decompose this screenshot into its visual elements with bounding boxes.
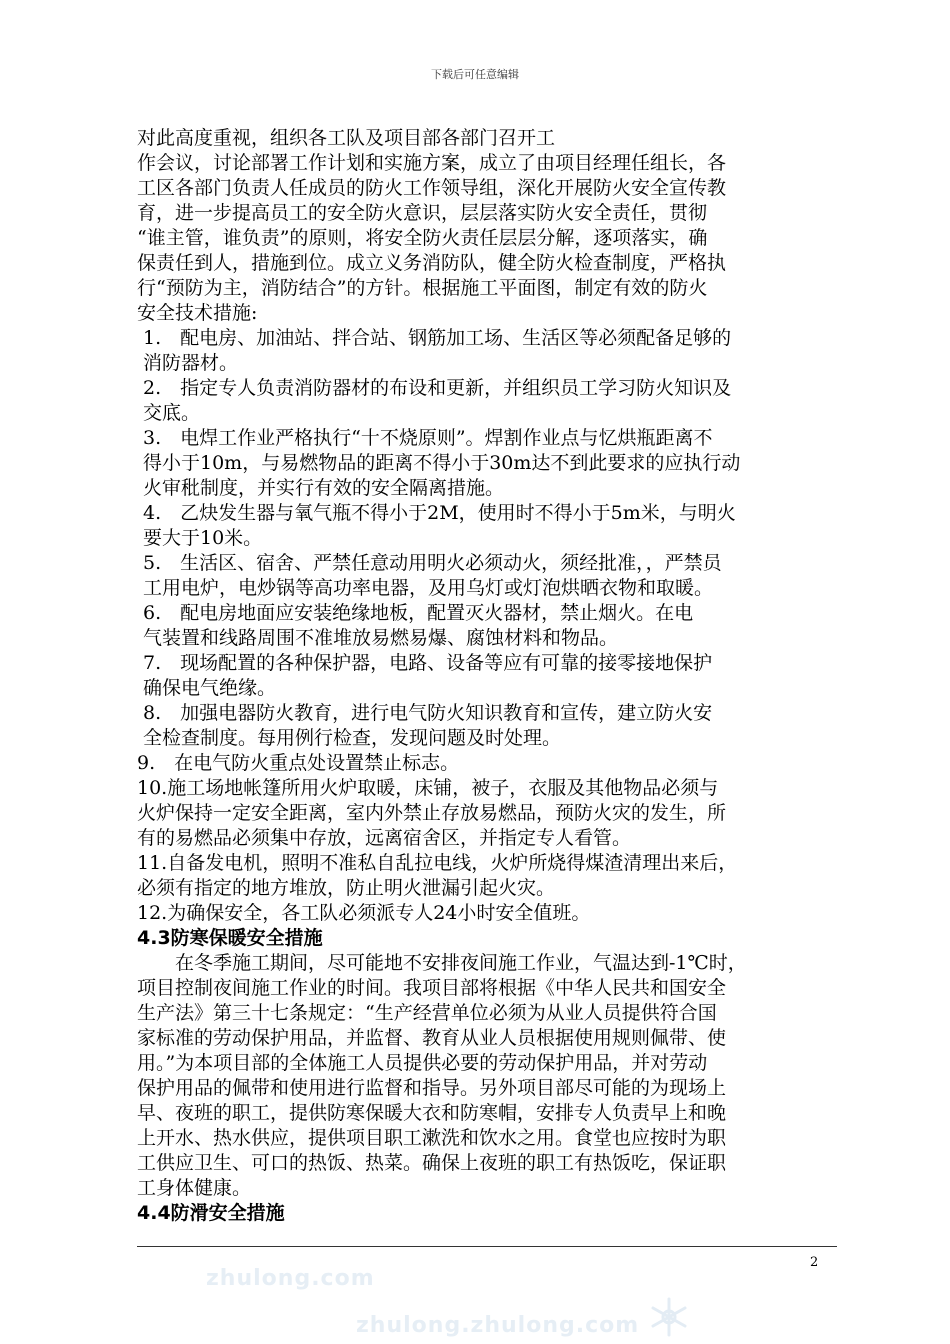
text-line: 安全技术措施: — [137, 302, 258, 324]
section-heading: 4.4防滑安全措施 — [137, 1202, 285, 1224]
section-heading: 4.3防寒保暖安全措施 — [137, 927, 323, 949]
text-line: 保护用品的佩带和使用进行监督和指导。另外项目部尽可能的为现场上 — [137, 1077, 727, 1099]
text-line: 育，进一步提高员工的安全防火意识，层层落实防火安全责任，贯彻 — [137, 202, 708, 224]
text-line: 2. 指定专人负责消防器材的布设和更新，并组织员工学习防火知识及 — [143, 377, 732, 399]
text-line: 消防器材。 — [143, 352, 239, 374]
page-number: 2 — [810, 1255, 819, 1270]
text-line: 3. 电焊工作业严格执行“十不烧原则”。焊割作业点与忆烘瓶距离不 — [143, 427, 713, 449]
text-line: 全检查制度。每用例行检查，发现问题及时处理。 — [143, 727, 562, 749]
text-line: 12.为确保安全，各工队必须派专人24小时安全值班。 — [137, 902, 591, 924]
page-header-note: 下载后可任意编辑 — [431, 68, 519, 81]
text-line: 生产法》第三十七条规定：“生产经营单位必须为从业人员提供符合国 — [137, 1002, 717, 1024]
text-line: 5. 生活区、宿舍、严禁任意动用明火必须动火，须经批准，，严禁员 — [143, 552, 722, 574]
text-line: 作会议，讨论部署工作计划和实施方案，成立了由项目经理任组长，各 — [137, 152, 727, 174]
text-line: 工用电炉，电炒锅等高功率电器，及用乌灯或灯泡烘晒衣物和取暖。 — [143, 577, 714, 599]
text-line: 有的易燃品必须集中存放，远离宿舍区，并指定专人看管。 — [137, 827, 632, 849]
text-line: 火炉保持一定安全距离，室内外禁止存放易燃品，预防火灾的发生，所 — [137, 802, 727, 824]
watermark-text: zhulong.com — [206, 1266, 375, 1291]
footer-rule — [137, 1246, 837, 1247]
text-line: 上开水、热水供应，提供项目职工漱洗和饮水之用。食堂也应按时为职 — [137, 1127, 727, 1149]
text-line: 10.施工场地帐篷所用火炉取暖，床铺，被子，衣服及其他物品必须与 — [137, 777, 719, 799]
watermark-text-bottom: zhulong.zhulong.com — [356, 1313, 640, 1338]
text-line: 工供应卫生、可口的热饭、热菜。确保上夜班的职工有热饭吃，保证职 — [137, 1152, 727, 1174]
text-line: 1. 配电房、加油站、拌合站、钢筋加工场、生活区等必须配备足够的 — [143, 327, 732, 349]
text-line: 用。”为本项目部的全体施工人员提供必要的劳动保护用品，并对劳动 — [137, 1052, 708, 1074]
text-line: 交底。 — [143, 402, 201, 424]
text-line: 8. 加强电器防火教育，进行电气防火知识教育和宣传，建立防火安 — [143, 702, 713, 724]
text-line: 确保电气绝缘。 — [143, 677, 277, 699]
text-line: 对此高度重视，组织各工队及项目部各部门召开工 — [137, 127, 556, 149]
text-line: 项目控制夜间施工作业的时间。我项目部将根据《中华人民共和国安全 — [137, 977, 727, 999]
text-line: 必须有指定的地方堆放，防止明火泄漏引起火灾。 — [137, 877, 556, 899]
text-line: “谁主管，谁负责”的原则，将安全防火责任层层分解，逐项落实，确 — [137, 227, 708, 249]
text-line: 7. 现场配置的各种保护器，电路、设备等应有可靠的接零接地保护 — [143, 652, 713, 674]
text-line: 气装置和线路周围不准堆放易燃易爆、腐蚀材料和物品。 — [143, 627, 619, 649]
snowflake-logo-icon — [648, 1296, 690, 1338]
text-line: 4. 乙炔发生器与氧气瓶不得小于2M，使用时不得小于5m米，与明火 — [143, 502, 736, 524]
text-line: 行“预防为主，消防结合”的方针。根据施工平面图，制定有效的防火 — [137, 277, 708, 299]
text-line: 早、夜班的职工，提供防寒保暖大衣和防寒帽，安排专人负责早上和晚 — [137, 1102, 727, 1124]
text-line: 工身体健康。 — [137, 1177, 252, 1199]
text-line: 要大于10米。 — [143, 527, 263, 549]
text-line: 火审秕制度，并实行有效的安全隔离措施。 — [143, 477, 505, 499]
document-body — [137, 126, 837, 1226]
text-line: 工区各部门负责人任成员的防火工作领导组，深化开展防火安全宣传教 — [137, 177, 727, 199]
text-line: 11.自备发电机，照明不准私自乱拉电线，火炉所烧得煤渣清理出来后， — [137, 852, 738, 874]
text-line: 9. 在电气防火重点处设置禁止标志。 — [137, 752, 460, 774]
text-line: 得小于10m，与易燃物品的距离不得小于30m达不到此要求的应执行动 — [143, 452, 741, 474]
text-line: 6. 配电房地面应安装绝缘地板，配置灭火器材，禁止烟火。在电 — [143, 602, 694, 624]
text-line: 家标准的劳动保护用品，并监督、教育从业人员根据使用规则佩带、使 — [137, 1027, 727, 1049]
text-line: 在冬季施工期间，尽可能地不安排夜间施工作业，气温达到-1℃时， — [175, 952, 747, 974]
text-line: 保责任到人，措施到位。成立义务消防队，健全防火检查制度，严格执 — [137, 252, 727, 274]
